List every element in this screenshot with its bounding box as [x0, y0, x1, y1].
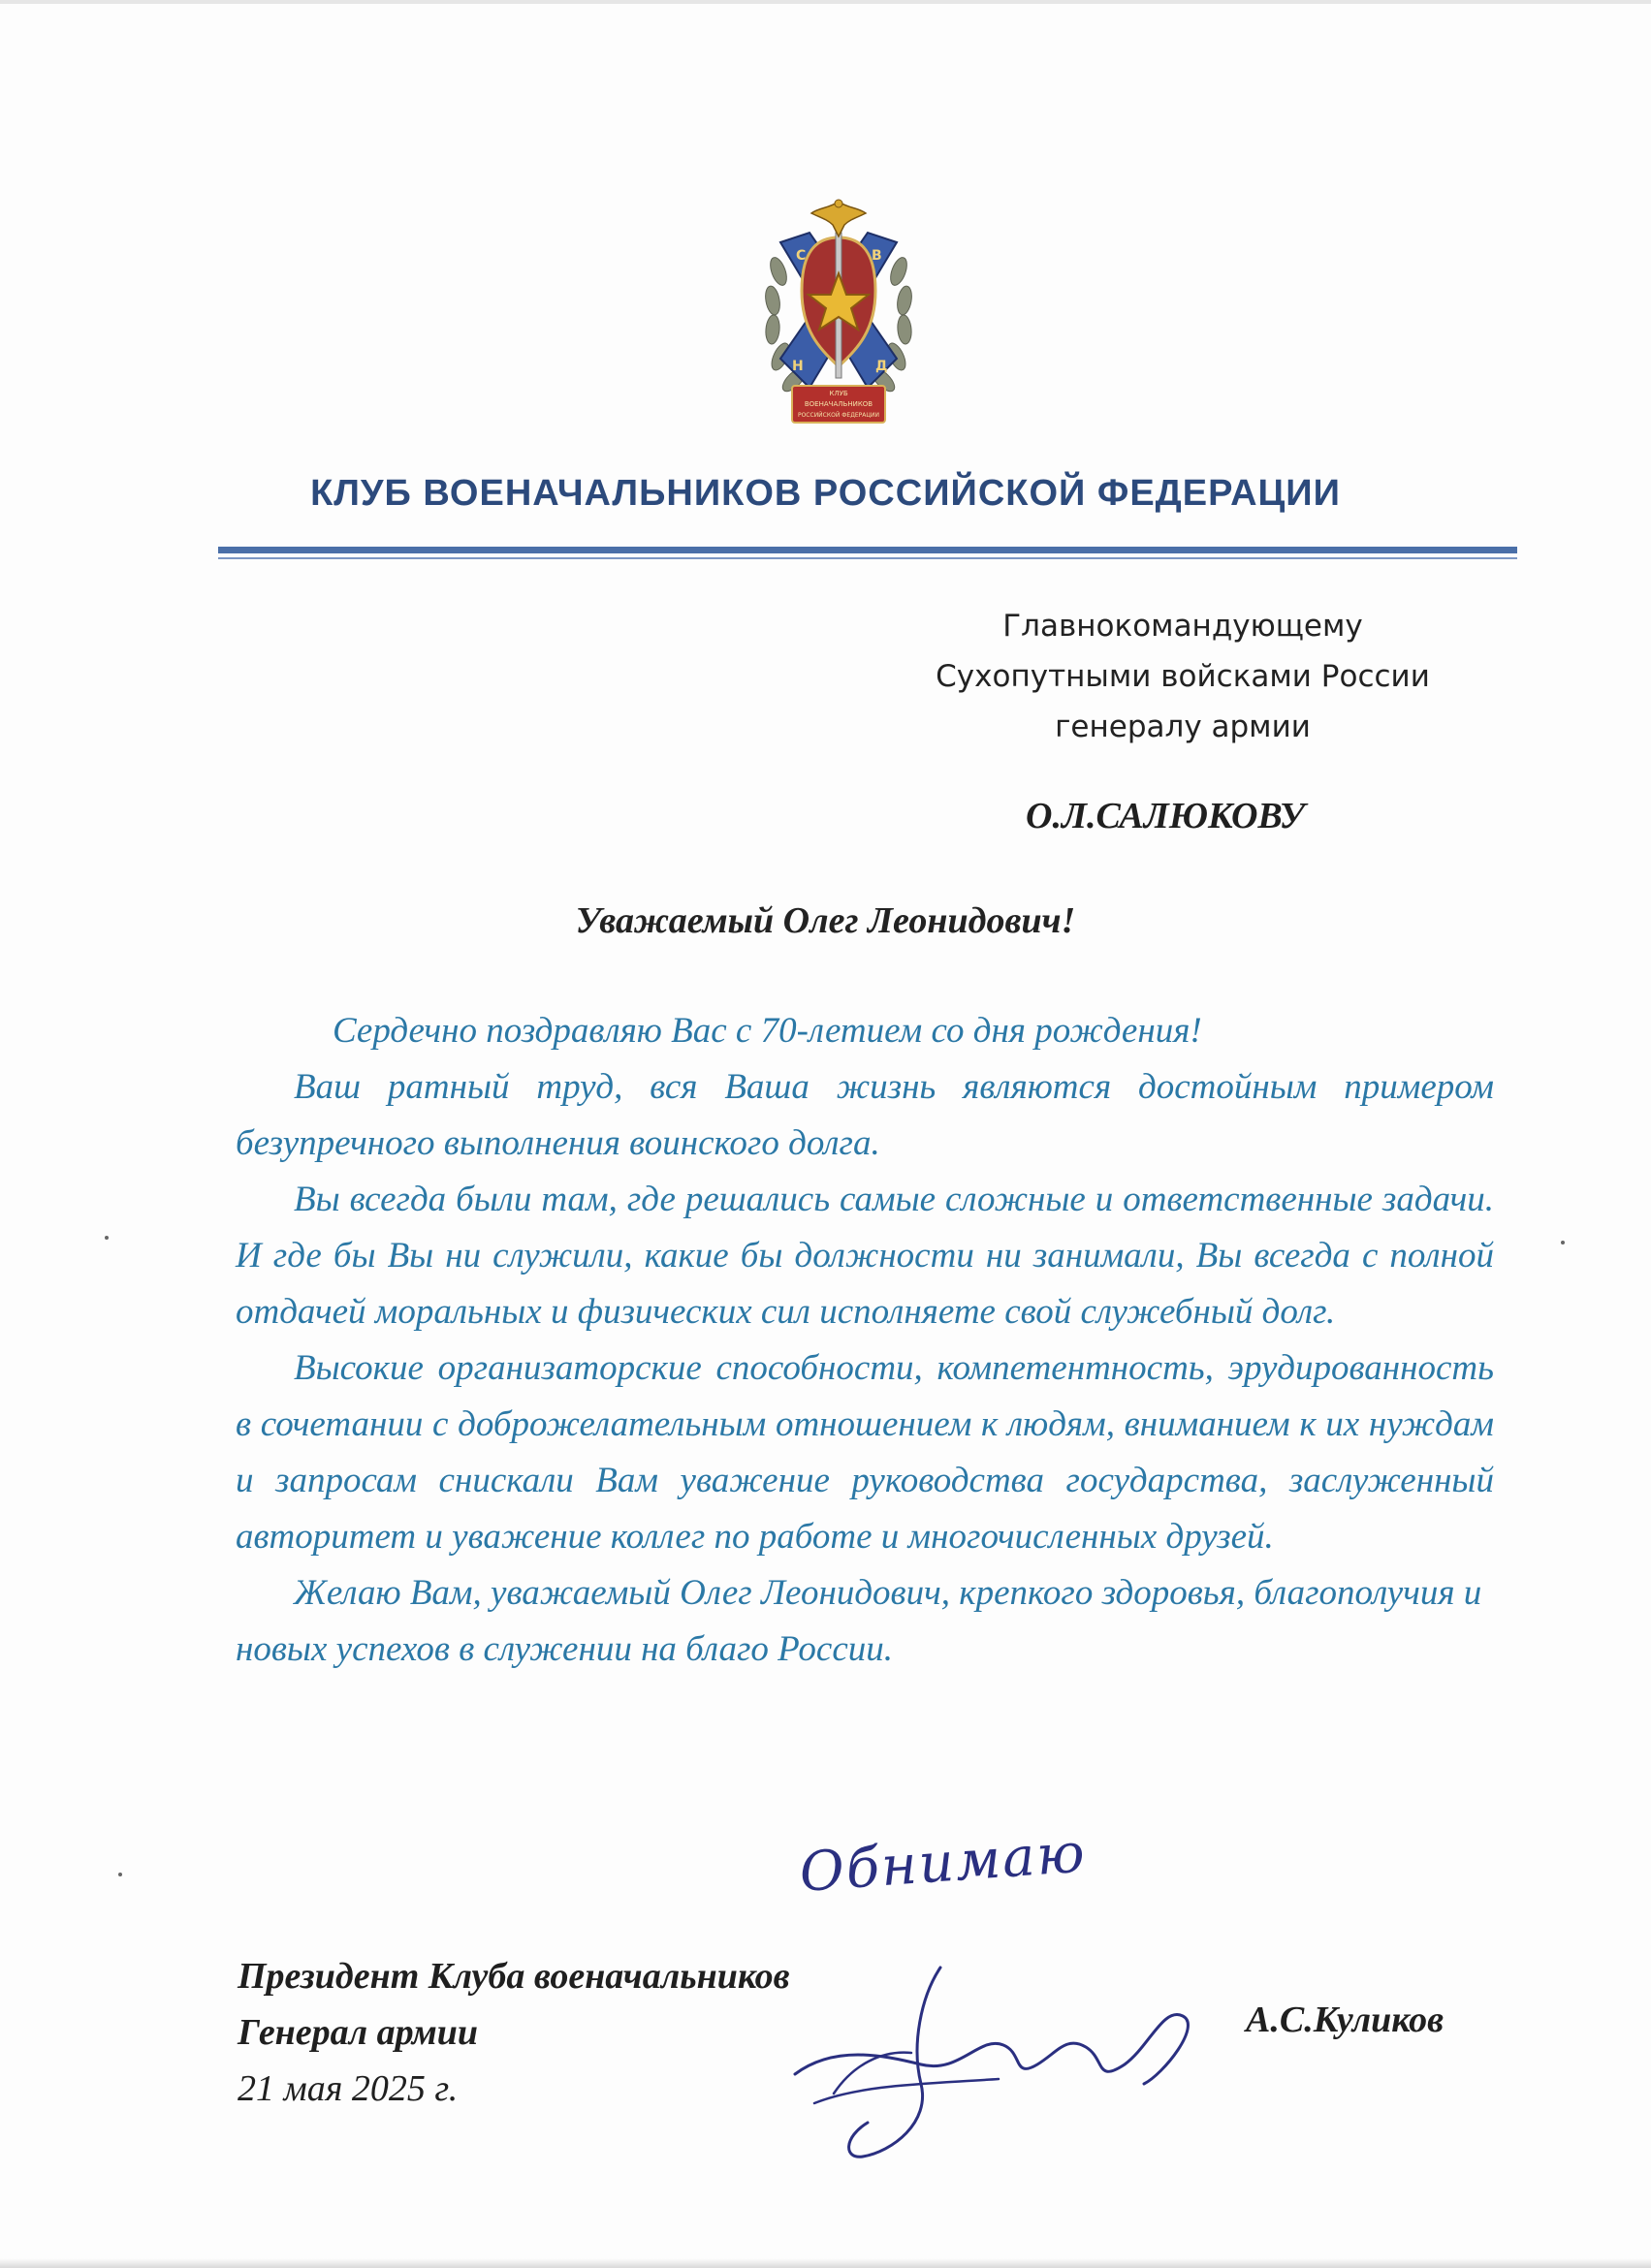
scan-top-edge	[0, 0, 1651, 4]
club-title: КЛУБ ВОЕНАЧАЛЬНИКОВ РОССИЙСКОЙ ФЕДЕРАЦИИ	[310, 473, 1341, 514]
svg-text:Н: Н	[792, 359, 804, 374]
handwritten-note: Обнимаю	[797, 1821, 1089, 1905]
eagle-icon	[811, 200, 866, 236]
letter-date: 21 мая 2025 г.	[238, 2068, 459, 2109]
svg-text:С: С	[796, 248, 807, 264]
svg-text:ВОЕНАЧАЛЬНИКОВ: ВОЕНАЧАЛЬНИКОВ	[804, 400, 873, 408]
scan-speck	[118, 1873, 122, 1876]
scan-speck	[1561, 1241, 1565, 1244]
signer-title-line: Президент Клуба военачальников	[238, 1956, 790, 1997]
scan-bottom-edge	[0, 2258, 1651, 2268]
recipient-name: О.Л.САЛЮКОВУ	[1026, 796, 1305, 836]
header-rule-thin	[218, 557, 1517, 559]
body-paragraph: Желаю Вам, уважаемый Олег Леонидович, крепкого здоровья, благополучия и новых успехов в служении на благо России.	[236, 1573, 1482, 1669]
salutation: Уважаемый Олег Леонидович!	[575, 900, 1076, 941]
body-paragraph: Сердечно поздравляю Вас с 70-летием со дня рождения!	[333, 1011, 1202, 1051]
addressee-line: генералу армии	[1055, 709, 1311, 744]
scan-speck	[105, 1236, 109, 1240]
body-paragraph: Высокие организаторские способности, компетентность, эрудированность в сочетании с доброжелательным отношением к людям, вниманием к их нуждам и запросам снискали Вам уважение руководства государства, заслуженный авторитет и уважение коллег по работе и многочисленных друзей.	[236, 1348, 1494, 1557]
addressee-line: Главнокомандующему	[1002, 609, 1363, 644]
body-paragraph: Ваш ратный труд, вся Ваша жизнь являются достойным примером безупречного выполнения воинского долга.	[236, 1067, 1494, 1163]
signer-title-line: Генерал армии	[238, 2012, 479, 2053]
signer-block	[238, 1948, 790, 2117]
svg-text:Д: Д	[875, 359, 888, 374]
header-rule-thick	[218, 547, 1517, 553]
club-emblem	[751, 194, 926, 426]
signer-name: А.С.Куликов	[1246, 2000, 1445, 2040]
handwritten-signature	[776, 1938, 1231, 2161]
body-paragraph: Вы всегда были там, где решались самые сложные и ответственные задачи. И где бы Вы ни служили, какие бы должности ни занимали, Вы всегда с полной отдачей моральных и физических сил исполняете свой служебный долг.	[236, 1180, 1494, 1332]
letter-body	[236, 1003, 1494, 1678]
svg-text:РОССИЙСКОЙ ФЕДЕРАЦИИ: РОССИЙСКОЙ ФЕДЕРАЦИИ	[797, 412, 880, 419]
svg-text:КЛУБ: КЛУБ	[829, 390, 848, 397]
addressee-block	[873, 601, 1493, 752]
addressee-line: Сухопутными войсками России	[936, 659, 1430, 694]
svg-text:В: В	[872, 248, 882, 264]
